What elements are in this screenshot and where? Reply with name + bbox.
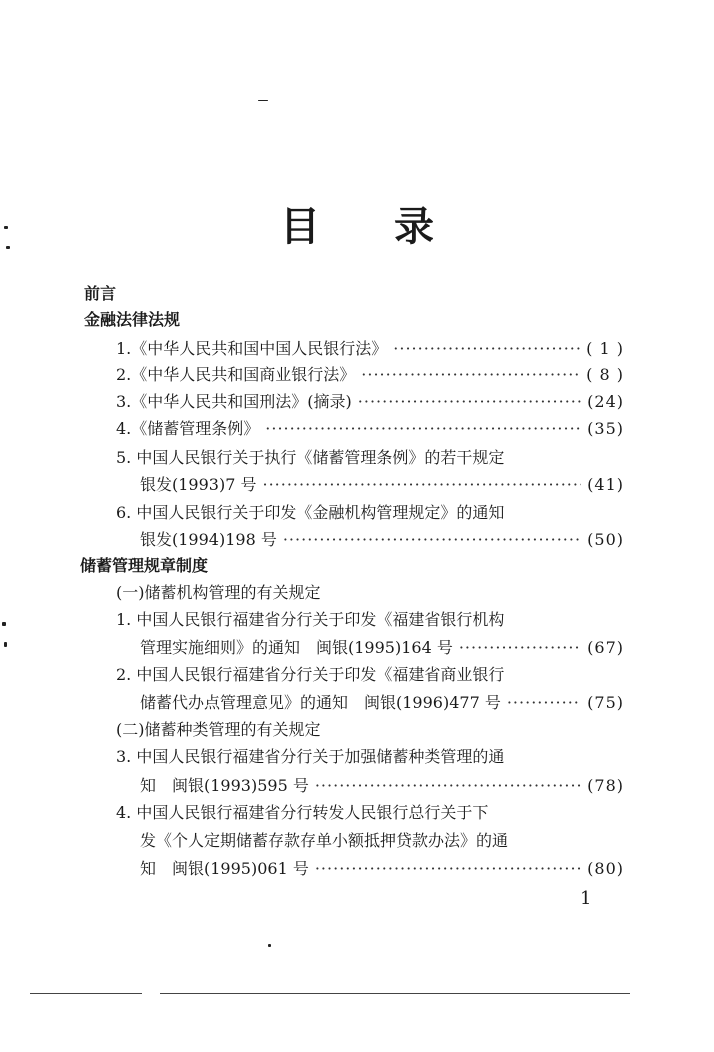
toc-entry-6-line1[interactable]: 6. 中国人民银行关于印发《金融机构管理规定》的通知 <box>116 503 505 522</box>
toc-entry-title: 知 闽银(1995)061 号 <box>140 859 309 878</box>
page-number: 1 <box>580 888 592 909</box>
toc-entry-4[interactable] <box>116 416 624 442</box>
section-finance-law: 金融法律法规 <box>84 310 181 329</box>
toc-entry-page: (80) <box>587 859 624 878</box>
dot-leader <box>265 416 581 442</box>
toc-entry-page: ( 1 ) <box>586 339 624 358</box>
scan-speck <box>2 622 6 626</box>
toc-entry-page: (50) <box>587 530 624 549</box>
dot-leader <box>262 472 581 498</box>
toc-sub-entry-4[interactable] <box>140 856 624 882</box>
dot-leader <box>459 635 581 661</box>
dot-leader <box>283 527 581 553</box>
toc-entry-title: 3.《中华人民共和国刑法》(摘录) <box>116 392 352 411</box>
toc-entry-5-line1[interactable]: 5. 中国人民银行关于执行《储蓄管理条例》的若干规定 <box>116 448 505 467</box>
toc-entry-title: 4.《储蓄管理条例》 <box>116 419 260 438</box>
toc-entry-page: (35) <box>587 419 624 438</box>
toc-entry-5[interactable] <box>140 472 624 498</box>
scan-rule-right <box>160 993 630 994</box>
toc-entry-title: 管理实施细则》的通知 闽银(1995)164 号 <box>140 638 453 657</box>
toc-sub-entry-3[interactable] <box>140 773 624 799</box>
page-title: 目 录 <box>280 203 464 250</box>
toc-entry-page: (78) <box>587 776 624 795</box>
toc-entry-3[interactable] <box>116 389 624 415</box>
toc-sub-entry-4-line2[interactable]: 发《个人定期储蓄存款存单小额抵押贷款办法》的通 <box>140 831 509 850</box>
toc-sub-entry-1[interactable] <box>140 635 624 661</box>
toc-entry-page: (67) <box>587 638 624 657</box>
toc-sub-entry-3-line1[interactable]: 3. 中国人民银行福建省分行关于加强储蓄种类管理的通 <box>116 747 505 766</box>
toc-entry-title: 1.《中华人民共和国中国人民银行法》 <box>116 339 388 358</box>
scan-rule-left <box>30 993 142 994</box>
toc-entry-title: 储蓄代办点管理意见》的通知 闽银(1996)477 号 <box>140 693 501 712</box>
toc-entry-title: 知 闽银(1993)595 号 <box>140 776 309 795</box>
subsection-type-rules: (二)储蓄种类管理的有关规定 <box>116 720 321 739</box>
toc-sub-entry-2-line1[interactable]: 2. 中国人民银行福建省分行关于印发《福建省商业银行 <box>116 665 505 684</box>
toc-entry-page: (24) <box>587 392 624 411</box>
toc-entry-title: 银发(1994)198 号 <box>140 530 277 549</box>
scan-speck <box>4 642 7 647</box>
toc-sub-entry-2[interactable] <box>140 690 624 716</box>
dot-leader <box>507 690 581 716</box>
toc-entry-6[interactable] <box>140 527 624 553</box>
scan-speck <box>258 100 268 101</box>
scan-speck <box>4 226 8 229</box>
toc-entry-2[interactable] <box>116 362 624 388</box>
section-savings-rules: 储蓄管理规章制度 <box>80 556 209 575</box>
scan-speck <box>6 246 10 249</box>
toc-entry-1[interactable] <box>116 336 624 362</box>
toc-entry-page: (41) <box>587 475 624 494</box>
dot-leader <box>361 362 580 388</box>
section-preface: 前言 <box>84 284 117 303</box>
dot-leader <box>393 336 580 362</box>
dot-leader <box>315 856 581 882</box>
toc-entry-page: (75) <box>587 693 624 712</box>
toc-entry-title: 2.《中华人民共和国商业银行法》 <box>116 365 356 384</box>
dot-leader <box>358 389 581 415</box>
toc-entry-title: 银发(1993)7 号 <box>140 475 257 494</box>
dot-leader <box>315 773 581 799</box>
subsection-institution-rules: (一)储蓄机构管理的有关规定 <box>116 583 321 602</box>
toc-sub-entry-4-line1[interactable]: 4. 中国人民银行福建省分行转发人民银行总行关于下 <box>116 803 489 822</box>
scan-speck <box>268 944 271 947</box>
toc-sub-entry-1-line1[interactable]: 1. 中国人民银行福建省分行关于印发《福建省银行机构 <box>116 610 505 629</box>
toc-entry-page: ( 8 ) <box>586 365 624 384</box>
